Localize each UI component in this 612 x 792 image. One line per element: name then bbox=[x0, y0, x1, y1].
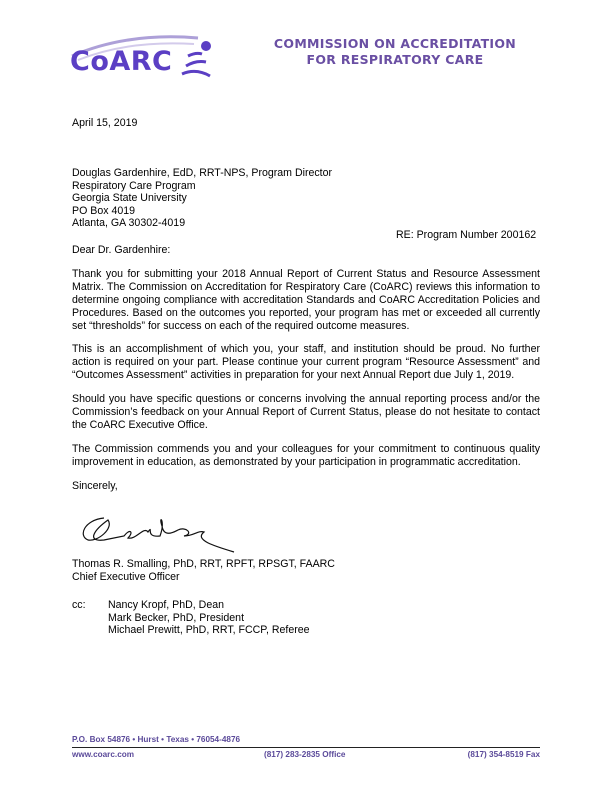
cc-item: Mark Becker, PhD, President bbox=[108, 611, 245, 624]
organization-title bbox=[250, 36, 540, 68]
recipient-address bbox=[72, 167, 332, 230]
footer-fax: (817) 354-8519 Fax bbox=[467, 750, 540, 759]
body-paragraph-3: Should you have specific questions or concerns involving the annual reporting process and/or the Commission’s feedback on your Annual Report of Current Status, please do not hesitate to contact the CoARC Executive Office. bbox=[72, 393, 540, 431]
closing: Sincerely, bbox=[72, 480, 118, 492]
body-paragraph-4: The Commission commends you and your colleagues for your commitment to continuous quality improvement in education, as demonstrated by your participation in programmatic accreditation. bbox=[72, 443, 540, 468]
cc-label: cc: bbox=[72, 599, 86, 611]
signature-icon bbox=[74, 506, 244, 556]
recipient-line: Douglas Gardenhire, EdD, RRT-NPS, Program Director bbox=[72, 167, 333, 179]
signer-block bbox=[72, 558, 335, 583]
re-line: RE: Program Number 200162 bbox=[396, 229, 537, 241]
cc-item: Michael Prewitt, PhD, RRT, FCCP, Referee bbox=[108, 624, 310, 637]
footer-office-phone: (817) 283-2835 Office bbox=[264, 750, 346, 759]
recipient-line: PO Box 4019 bbox=[72, 204, 136, 217]
cc-item: Nancy Kropf, PhD, Dean bbox=[108, 599, 224, 611]
body-paragraph-1: Thank you for submitting your 2018 Annual Report of Current Status and Resource Assessment Matrix. The Commission on Accreditation for Respiratory Care (CoARC) reviews this information to determine ongoing compliance with accreditation Standards and CoARC Accreditation Policies and Procedures. Based on the outcomes you reported, your program has met or exceeded all currently set “thresholds” for success on each of the required outcome measures. bbox=[72, 268, 540, 332]
logo-text: CoARC bbox=[70, 46, 173, 77]
org-name-line1: COMMISSION ON ACCREDITATION bbox=[273, 36, 517, 51]
footer-website-link[interactable]: www.coarc.com bbox=[72, 750, 135, 759]
body-paragraph-2: This is an accomplishment of which you, your staff, and institution should be proud. No further action is required on your part. Please continue your current program “Resource Assessment” and “Outcomes Assessment” activities in preparation for your next Annual Report due July 1, 2019. bbox=[72, 343, 540, 381]
signer-name: Thomas R. Smalling, PhD, RRT, RPFT, RPSGT, FAARC bbox=[72, 558, 335, 570]
salutation: Dear Dr. Gardenhire: bbox=[72, 244, 171, 256]
letter-date: April 15, 2019 bbox=[72, 117, 138, 129]
signer-title: Chief Executive Officer bbox=[72, 570, 180, 583]
org-name-line2: FOR RESPIRATORY CARE bbox=[306, 52, 484, 67]
recipient-line: Georgia State University bbox=[72, 192, 187, 205]
recipient-line: Respiratory Care Program bbox=[72, 179, 196, 192]
cc-list bbox=[108, 599, 310, 637]
footer-divider bbox=[72, 747, 540, 748]
coarc-logo bbox=[68, 26, 218, 80]
footer-address: P.O. Box 54876 • Hurst • Texas • 76054-4876 bbox=[72, 735, 241, 744]
recipient-line: Atlanta, GA 30302-4019 bbox=[72, 217, 186, 230]
